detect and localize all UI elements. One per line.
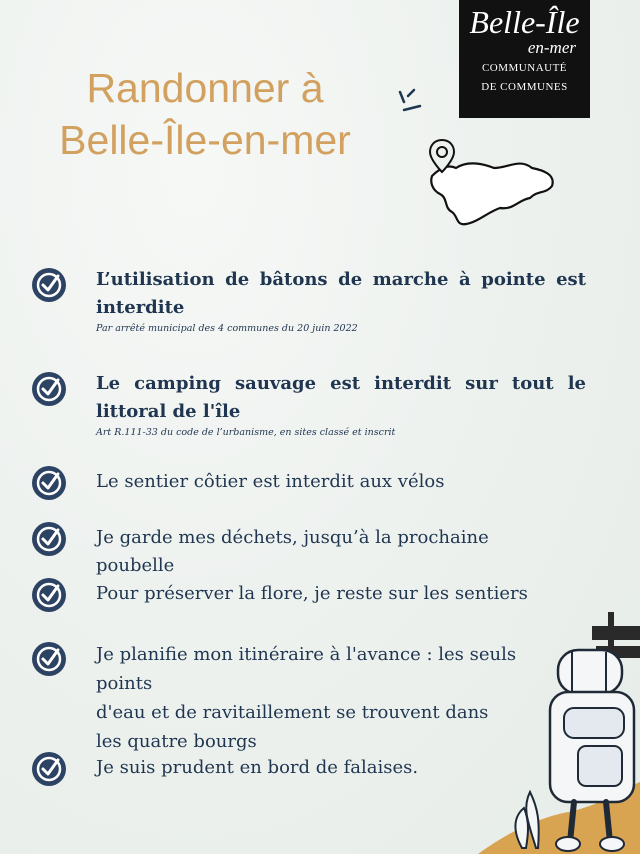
rule-text-line-1: Je planifie mon itinéraire à l'avance : les seuls points [96,644,517,694]
page-title [0,62,410,166]
rule-text-line-1: L’utilisation de bâtons de marche à pointe est [96,269,586,290]
island-map-icon [428,138,560,230]
logo-script-line-1: Belle-Île [469,4,580,40]
belle-ile-logo [459,0,590,118]
rule-text [96,266,586,322]
rule-note: Par arrêté municipal des 4 communes du 20 juin 2022 [96,323,358,334]
checkmark-circle-icon [30,266,68,304]
rule-note: Art R.111-33 du code de l’urbanisme, en sites classé et inscrit [96,427,396,438]
checkmark-circle-icon [30,520,68,558]
checkmark-circle-icon [30,464,68,502]
rule-text: Le sentier côtier est interdit aux vélos [96,471,445,492]
rule-text [96,370,586,426]
rule-text-line-2: d'eau et de ravitaillement se trouvent dans [96,702,489,723]
sparkle-dashes-icon [396,88,426,118]
title-line-1: Randonner à [86,65,324,111]
rule-text: Pour préserver la flore, je reste sur les sentiers [96,583,528,604]
checkmark-circle-icon [30,576,68,614]
rule-text-line-1: Le camping sauvage est interdit sur tout le [96,373,586,394]
rule-text-line-2: littoral de l'île [96,401,241,422]
checkmark-circle-icon [30,640,68,678]
hiker-backpack-illustration-icon [478,612,640,854]
checkmark-circle-icon [30,370,68,408]
title-line-2: Belle-Île-en-mer [59,117,351,163]
checkmark-circle-icon [30,750,68,788]
rule-text-line-2: interdite [96,297,185,318]
rule-text-line-3: les quatre bourgs [96,731,257,752]
rule-text: Je garde mes déchets, jusqu’à la prochaine poubelle [96,527,489,576]
logo-sub-line-2: DE COMMUNES [481,81,568,93]
logo-sub-line-1: COMMUNAUTÉ [481,62,568,74]
rule-text: Je suis prudent en bord de falaises. [96,757,419,778]
logo-script-line-2: en-mer [527,38,576,57]
